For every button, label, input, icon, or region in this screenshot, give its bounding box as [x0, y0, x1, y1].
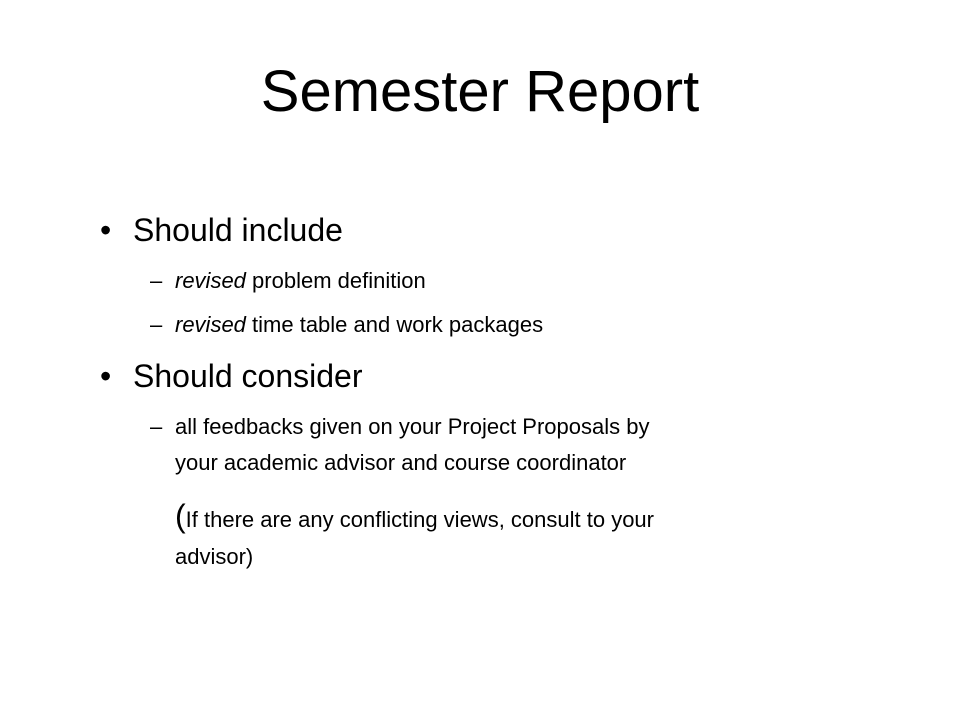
- bullet-text: Should consider: [133, 358, 363, 394]
- bullet-should-consider: [100, 356, 362, 396]
- sub-item-emphasis: revised: [175, 312, 246, 337]
- sub-item-emphasis: revised: [175, 268, 246, 293]
- sub-item-text: time table and work packages: [245, 312, 544, 337]
- sub-item-text: all feedbacks given on your Project Proposals by: [175, 414, 650, 439]
- dash-marker: –: [150, 414, 163, 439]
- sub-item-feedbacks-continued: your academic advisor and course coordinator: [175, 450, 627, 475]
- note-conflicting-views-continued: advisor): [175, 544, 254, 569]
- sub-item-feedbacks: [150, 411, 649, 443]
- note-open-paren: (: [175, 498, 186, 534]
- sub-item-problem-definition: [150, 265, 426, 297]
- sub-item-text: problem definition: [245, 268, 426, 293]
- dash-marker: –: [150, 312, 163, 337]
- bullet-marker: •: [100, 212, 112, 248]
- dash-marker: –: [150, 268, 163, 293]
- note-text: If there are any conflicting views, consult to your: [185, 507, 654, 532]
- bullet-text: Should include: [133, 212, 343, 248]
- note-conflicting-views: [175, 500, 654, 536]
- sub-item-time-table: [150, 309, 543, 341]
- slide-title: Semester Report: [260, 59, 700, 124]
- bullet-should-include: [100, 210, 343, 250]
- bullet-marker: •: [100, 358, 112, 394]
